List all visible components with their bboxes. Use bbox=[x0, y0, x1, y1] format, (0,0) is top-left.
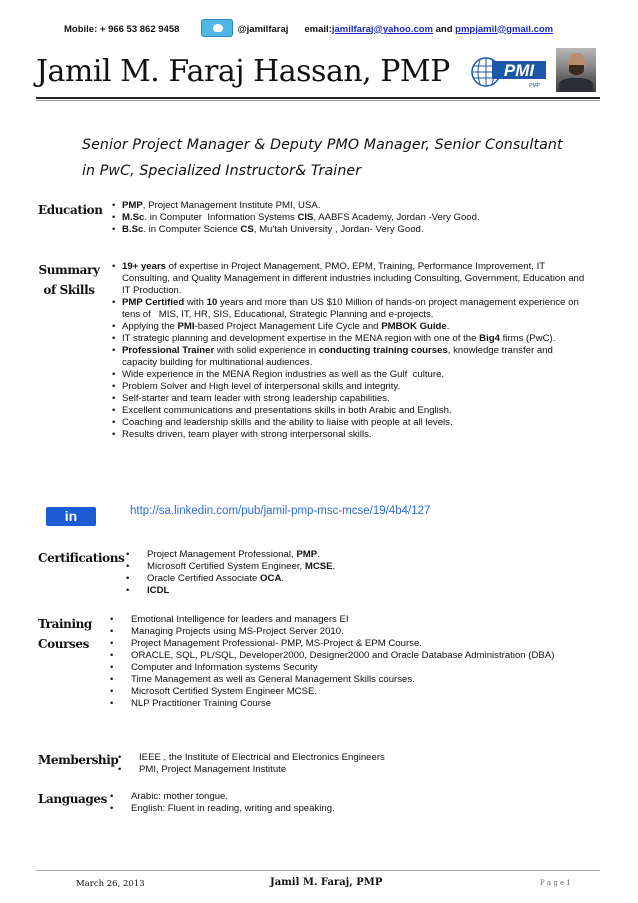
list-item bbox=[112, 200, 592, 212]
header-divider-thin bbox=[36, 100, 600, 101]
bold-text: PMP bbox=[122, 200, 143, 211]
email-link-gmail[interactable]: pmpjamil@gmail.com bbox=[455, 23, 554, 35]
list-item bbox=[106, 698, 592, 710]
text: . bbox=[332, 561, 336, 572]
linkedin-url[interactable]: http://sa.linkedin.com/pub/jamil-pmp-msc-mcse/19/4b4/127 bbox=[130, 505, 431, 517]
avatar bbox=[556, 48, 596, 92]
list-item bbox=[106, 674, 592, 686]
text: Emotional Intelligence for leaders and managers EI bbox=[131, 614, 349, 625]
text: Project Management Professional, bbox=[147, 549, 297, 560]
footer-name: Jamil M. Faraj, PMP bbox=[270, 877, 383, 888]
twitter-handle[interactable]: @jamilfaraj bbox=[237, 23, 289, 35]
text: . bbox=[281, 573, 285, 584]
pmi-logo-subtext: PMP bbox=[529, 83, 540, 89]
certifications-label: Certifications bbox=[38, 551, 125, 565]
text: Excellent communications and presentations skills in both Arabic and English. bbox=[122, 405, 452, 416]
list-item bbox=[122, 585, 592, 597]
text: Oracle Certified Associate bbox=[147, 573, 261, 584]
pmi-logo-icon bbox=[470, 52, 550, 92]
bold-text: CS bbox=[240, 224, 254, 235]
list-item bbox=[106, 650, 592, 662]
list-item bbox=[122, 561, 592, 573]
email-and: and bbox=[433, 23, 456, 35]
text: , Project Management Institute PMI, USA. bbox=[142, 200, 321, 211]
text: NLP Practitioner Training Course bbox=[131, 698, 272, 709]
text: . in Computer Information Systems bbox=[144, 212, 298, 223]
text: , Mu'tah University , Jordan- Very Good. bbox=[253, 224, 424, 235]
bold-text: conducting training courses bbox=[318, 345, 448, 356]
text: years and more than US $10 Million of hands-on project management experience on tens of MIS, IT, HR, SIS, Educational, Strategic Planning and e-projects. bbox=[122, 297, 582, 320]
text: . bbox=[446, 321, 450, 332]
list-item bbox=[112, 321, 588, 333]
linkedin-icon[interactable]: in bbox=[46, 507, 96, 526]
list-item bbox=[112, 212, 592, 224]
text: ORACLE, SQL, PL/SQL, Developer2000, Designer2000 and Oracle Database Administration (DBA) bbox=[131, 650, 555, 661]
skills-label-line-1: Summary bbox=[38, 263, 100, 277]
text: Microsoft Certified System Engineer, bbox=[147, 561, 305, 572]
text: Time Management as well as General Management Skills courses. bbox=[131, 674, 415, 685]
text: -based Project Management Life Cycle and bbox=[194, 321, 382, 332]
list-item bbox=[106, 638, 592, 650]
list-item bbox=[106, 662, 592, 674]
list-item bbox=[112, 429, 588, 441]
text: . in Computer Science bbox=[143, 224, 241, 235]
list-item bbox=[112, 405, 588, 417]
training-label-line-2: Courses bbox=[38, 637, 89, 651]
text: Microsoft Certified System Engineer MCSE. bbox=[131, 686, 318, 697]
text: English: Fluent in reading, writing and speaking. bbox=[131, 803, 335, 814]
text: . bbox=[317, 549, 320, 560]
skills-label-line-2: of Skills bbox=[43, 283, 95, 297]
languages-label: Languages bbox=[38, 792, 108, 806]
text: Applying the bbox=[122, 321, 178, 332]
bold-text: PMI bbox=[177, 321, 195, 332]
text: Computer and Information systems Security bbox=[131, 662, 318, 673]
bold-text: ICDL bbox=[147, 585, 170, 596]
education-label: Education bbox=[38, 203, 103, 217]
training-list bbox=[106, 614, 592, 710]
bold-text: B.Sc bbox=[122, 224, 144, 235]
list-item bbox=[106, 614, 592, 626]
contact-bar bbox=[64, 20, 553, 38]
twitter-icon[interactable] bbox=[201, 19, 233, 37]
list-item bbox=[112, 333, 588, 345]
header-divider bbox=[36, 97, 600, 99]
list-item bbox=[112, 417, 588, 429]
bold-text: OCA bbox=[260, 573, 282, 584]
list-item bbox=[122, 549, 592, 561]
text: Managing Projects using MS-Project Server 2010. bbox=[131, 626, 344, 637]
list-item bbox=[106, 686, 592, 698]
footer-date: March 26, 2013 bbox=[76, 879, 145, 889]
bold-text: 19+ years bbox=[122, 261, 167, 272]
list-item bbox=[112, 261, 588, 297]
bold-text: CIS bbox=[297, 212, 314, 223]
email-label: email: bbox=[304, 23, 332, 35]
text: Coaching and leadership skills and the ability to liaise with people at all levels. bbox=[122, 417, 453, 428]
languages-list bbox=[106, 791, 592, 815]
membership-list bbox=[114, 752, 590, 776]
list-item bbox=[114, 752, 590, 764]
bold-text: Big4 bbox=[479, 333, 500, 344]
text: with solid experience in bbox=[214, 345, 319, 356]
list-item bbox=[122, 573, 592, 585]
bold-text: MCSE bbox=[304, 561, 333, 572]
list-item bbox=[112, 369, 588, 381]
text: firms (PwC). bbox=[499, 333, 556, 344]
bold-text: M.Sc bbox=[122, 212, 145, 223]
bold-text: Professional Trainer bbox=[122, 345, 215, 356]
candidate-name: Jamil M. Faraj Hassan, PMP bbox=[36, 54, 450, 89]
footer-divider bbox=[36, 870, 600, 871]
headline-line-2: in PwC, Specialized Instructor& Trainer bbox=[82, 163, 362, 179]
email-link-yahoo[interactable]: jamilfaraj@yahoo.com bbox=[331, 23, 433, 35]
text: , knowledge transfer and capacity building for multinational audiences. bbox=[122, 345, 556, 368]
bold-text: 10 bbox=[206, 297, 218, 308]
education-list bbox=[112, 200, 592, 236]
list-item bbox=[106, 791, 592, 803]
training-label bbox=[38, 614, 92, 654]
list-item bbox=[112, 345, 588, 369]
bold-text: PMP bbox=[296, 549, 318, 560]
text: IT strategic planning and development expertise in the MENA region with one of the bbox=[122, 333, 480, 344]
skills-label bbox=[38, 260, 100, 300]
training-label-line-1: Training bbox=[38, 617, 92, 631]
skills-list bbox=[112, 261, 588, 441]
text: Wide experience in the MENA Region industries as well as the Gulf culture. bbox=[122, 369, 445, 380]
list-item bbox=[106, 626, 592, 638]
footer-page: P a g e 1 bbox=[540, 879, 571, 887]
text: PMI, Project Management Institute bbox=[139, 764, 287, 775]
text: Self-starter and team leader with strong leadership capabilities. bbox=[122, 393, 390, 404]
pmi-logo-text: PMI bbox=[503, 61, 535, 80]
text: Results driven, team player with strong interpersonal skills. bbox=[122, 429, 372, 440]
text: Arabic: mother tongue. bbox=[131, 791, 229, 802]
list-item bbox=[106, 803, 592, 815]
certifications-list bbox=[122, 549, 592, 597]
list-item bbox=[112, 381, 588, 393]
bold-text: PMP Certified bbox=[122, 297, 185, 308]
text: , AABFS Academy, Jordan -Very Good. bbox=[313, 212, 480, 223]
list-item bbox=[112, 297, 588, 321]
text: Project Management Professional- PMP, MS-Project & EPM Course. bbox=[131, 638, 422, 649]
text: with bbox=[184, 297, 207, 308]
membership-label: Membership bbox=[38, 753, 119, 767]
text: IEEE , the Institute of Electrical and Electronics Engineers bbox=[139, 752, 385, 763]
headline bbox=[82, 132, 612, 184]
text: of expertise in Project Management, PMO, EPM, Training, Performance Improvement, IT Consulting, and Quality Management in different industries including Consulting, Government, Education and IT Production. bbox=[122, 261, 587, 296]
list-item bbox=[112, 393, 588, 405]
mobile-number: Mobile: + 966 53 862 9458 bbox=[64, 23, 180, 35]
list-item bbox=[112, 224, 592, 236]
text: Problem Solver and High level of interpersonal skills and integrity. bbox=[122, 381, 401, 392]
list-item bbox=[114, 764, 590, 776]
headline-line-1: Senior Project Manager & Deputy PMO Manager, Senior Consultant bbox=[82, 137, 563, 153]
bold-text: PMBOK Guide bbox=[381, 321, 447, 332]
